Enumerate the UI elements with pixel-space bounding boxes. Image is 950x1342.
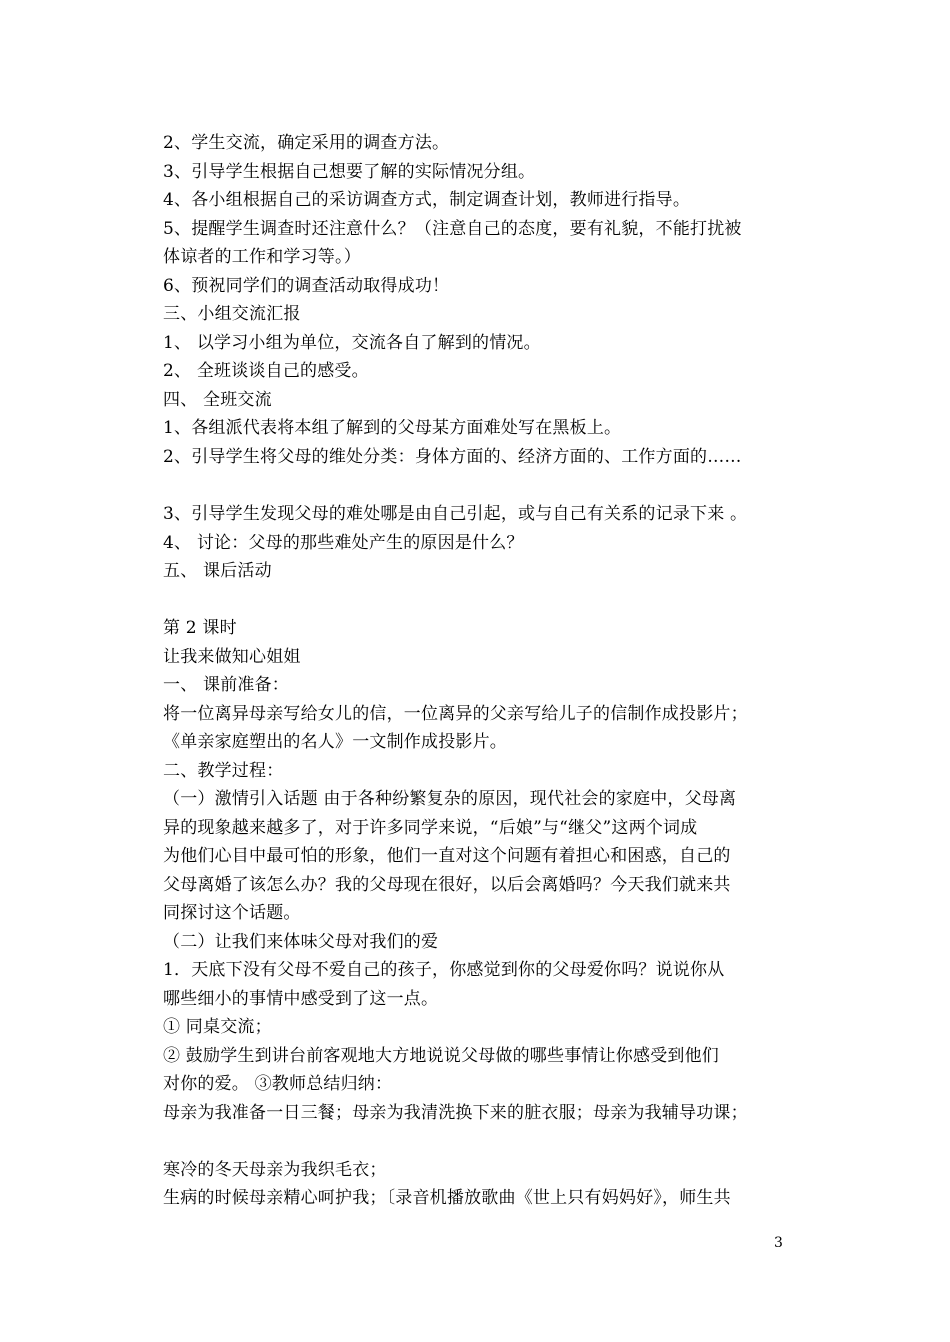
- section-heading: 二、教学过程：: [163, 761, 284, 781]
- section-heading: 一、 课前准备：: [163, 675, 290, 695]
- text-line: 寒冷的冬天母亲为我织毛衣；: [163, 1160, 387, 1180]
- text-line: 1、 以学习小组为单位，交流各自了解到的情况。: [163, 333, 541, 353]
- text-line: 3、引导学生根据自己想要了解的实际情况分组。: [163, 162, 536, 182]
- lesson-heading: 第 2 课时: [163, 618, 237, 638]
- text-line: 将一位离异母亲写给女儿的信，一位离异的父亲写给儿子的信制作成投影片；: [163, 704, 748, 724]
- text-line: 母亲为我准备一日三餐；母亲为我清洗换下来的脏衣服；母亲为我辅导功课；: [163, 1103, 748, 1123]
- text-line: （一）激情引入话题 由于各种纷繁复杂的原因，现代社会的家庭中，父母离: [163, 789, 737, 809]
- text-line: 为他们心目中最可怕的形象，他们一直对这个问题有着担心和困惑，自己的: [163, 846, 731, 866]
- text-line: 异的现象越来越多了，对于许多同学来说，“后娘”与“继父”这两个词成: [163, 818, 698, 838]
- text-line: 4、各小组根据自己的采访调查方式，制定调查计划，教师进行指导。: [163, 190, 691, 210]
- text-line: 1．天底下没有父母不爱自己的孩子，你感觉到你的父母爱你吗？说说你从: [163, 960, 725, 980]
- text-line: （二）让我们来体味父母对我们的爱: [163, 932, 439, 952]
- text-line: 同探讨这个话题。: [163, 903, 301, 923]
- section-heading: 五、 课后活动: [163, 561, 272, 581]
- section-heading: 四、 全班交流: [163, 390, 272, 410]
- text-line: 体谅者的工作和学习等。）: [163, 247, 361, 267]
- text-line: 4、 讨论：父母的那些难处产生的原因是什么？: [163, 533, 524, 553]
- text-line: ② 鼓励学生到讲台前客观地大方地说说父母做的哪些事情让你感受到他们: [163, 1046, 720, 1066]
- text-line: 2、学生交流，确定采用的调查方法。: [163, 133, 450, 153]
- text-line: 父母离婚了该怎么办？我的父母现在很好，以后会离婚吗？今天我们就来共: [163, 875, 731, 895]
- text-line: 对你的爱。 ③教师总结归纳：: [163, 1074, 393, 1094]
- text-line: 5、提醒学生调查时还注意什么？（注意自己的态度，要有礼貌，不能打扰被: [163, 219, 742, 239]
- text-line: 哪些细小的事情中感受到了这一点。: [163, 989, 439, 1009]
- text-line: 《单亲家庭塑出的名人》一文制作成投影片。: [163, 732, 507, 752]
- text-line: 2、 全班谈谈自己的感受。: [163, 361, 369, 381]
- lesson-title: 让我来做知心姐姐: [163, 647, 301, 667]
- text-line: 生病的时候母亲精心呵护我；〔录音机播放歌曲《世上只有妈妈好》，师生共: [163, 1188, 731, 1208]
- text-line: 1、各组派代表将本组了解到的父母某方面难处写在黑板上。: [163, 418, 622, 438]
- section-heading: 三、小组交流汇报: [163, 304, 301, 324]
- page-number: 3: [774, 1235, 783, 1251]
- text-line: 3、引导学生发现父母的难处哪是由自己引起，或与自己有关系的记录下来 。: [163, 504, 748, 524]
- text-line: 2、引导学生将父母的维处分类：身体方面的、经济方面的、工作方面的……: [163, 447, 742, 467]
- text-line: ① 同桌交流；: [163, 1017, 272, 1037]
- text-line: 6、预祝同学们的调查活动取得成功！: [163, 276, 450, 296]
